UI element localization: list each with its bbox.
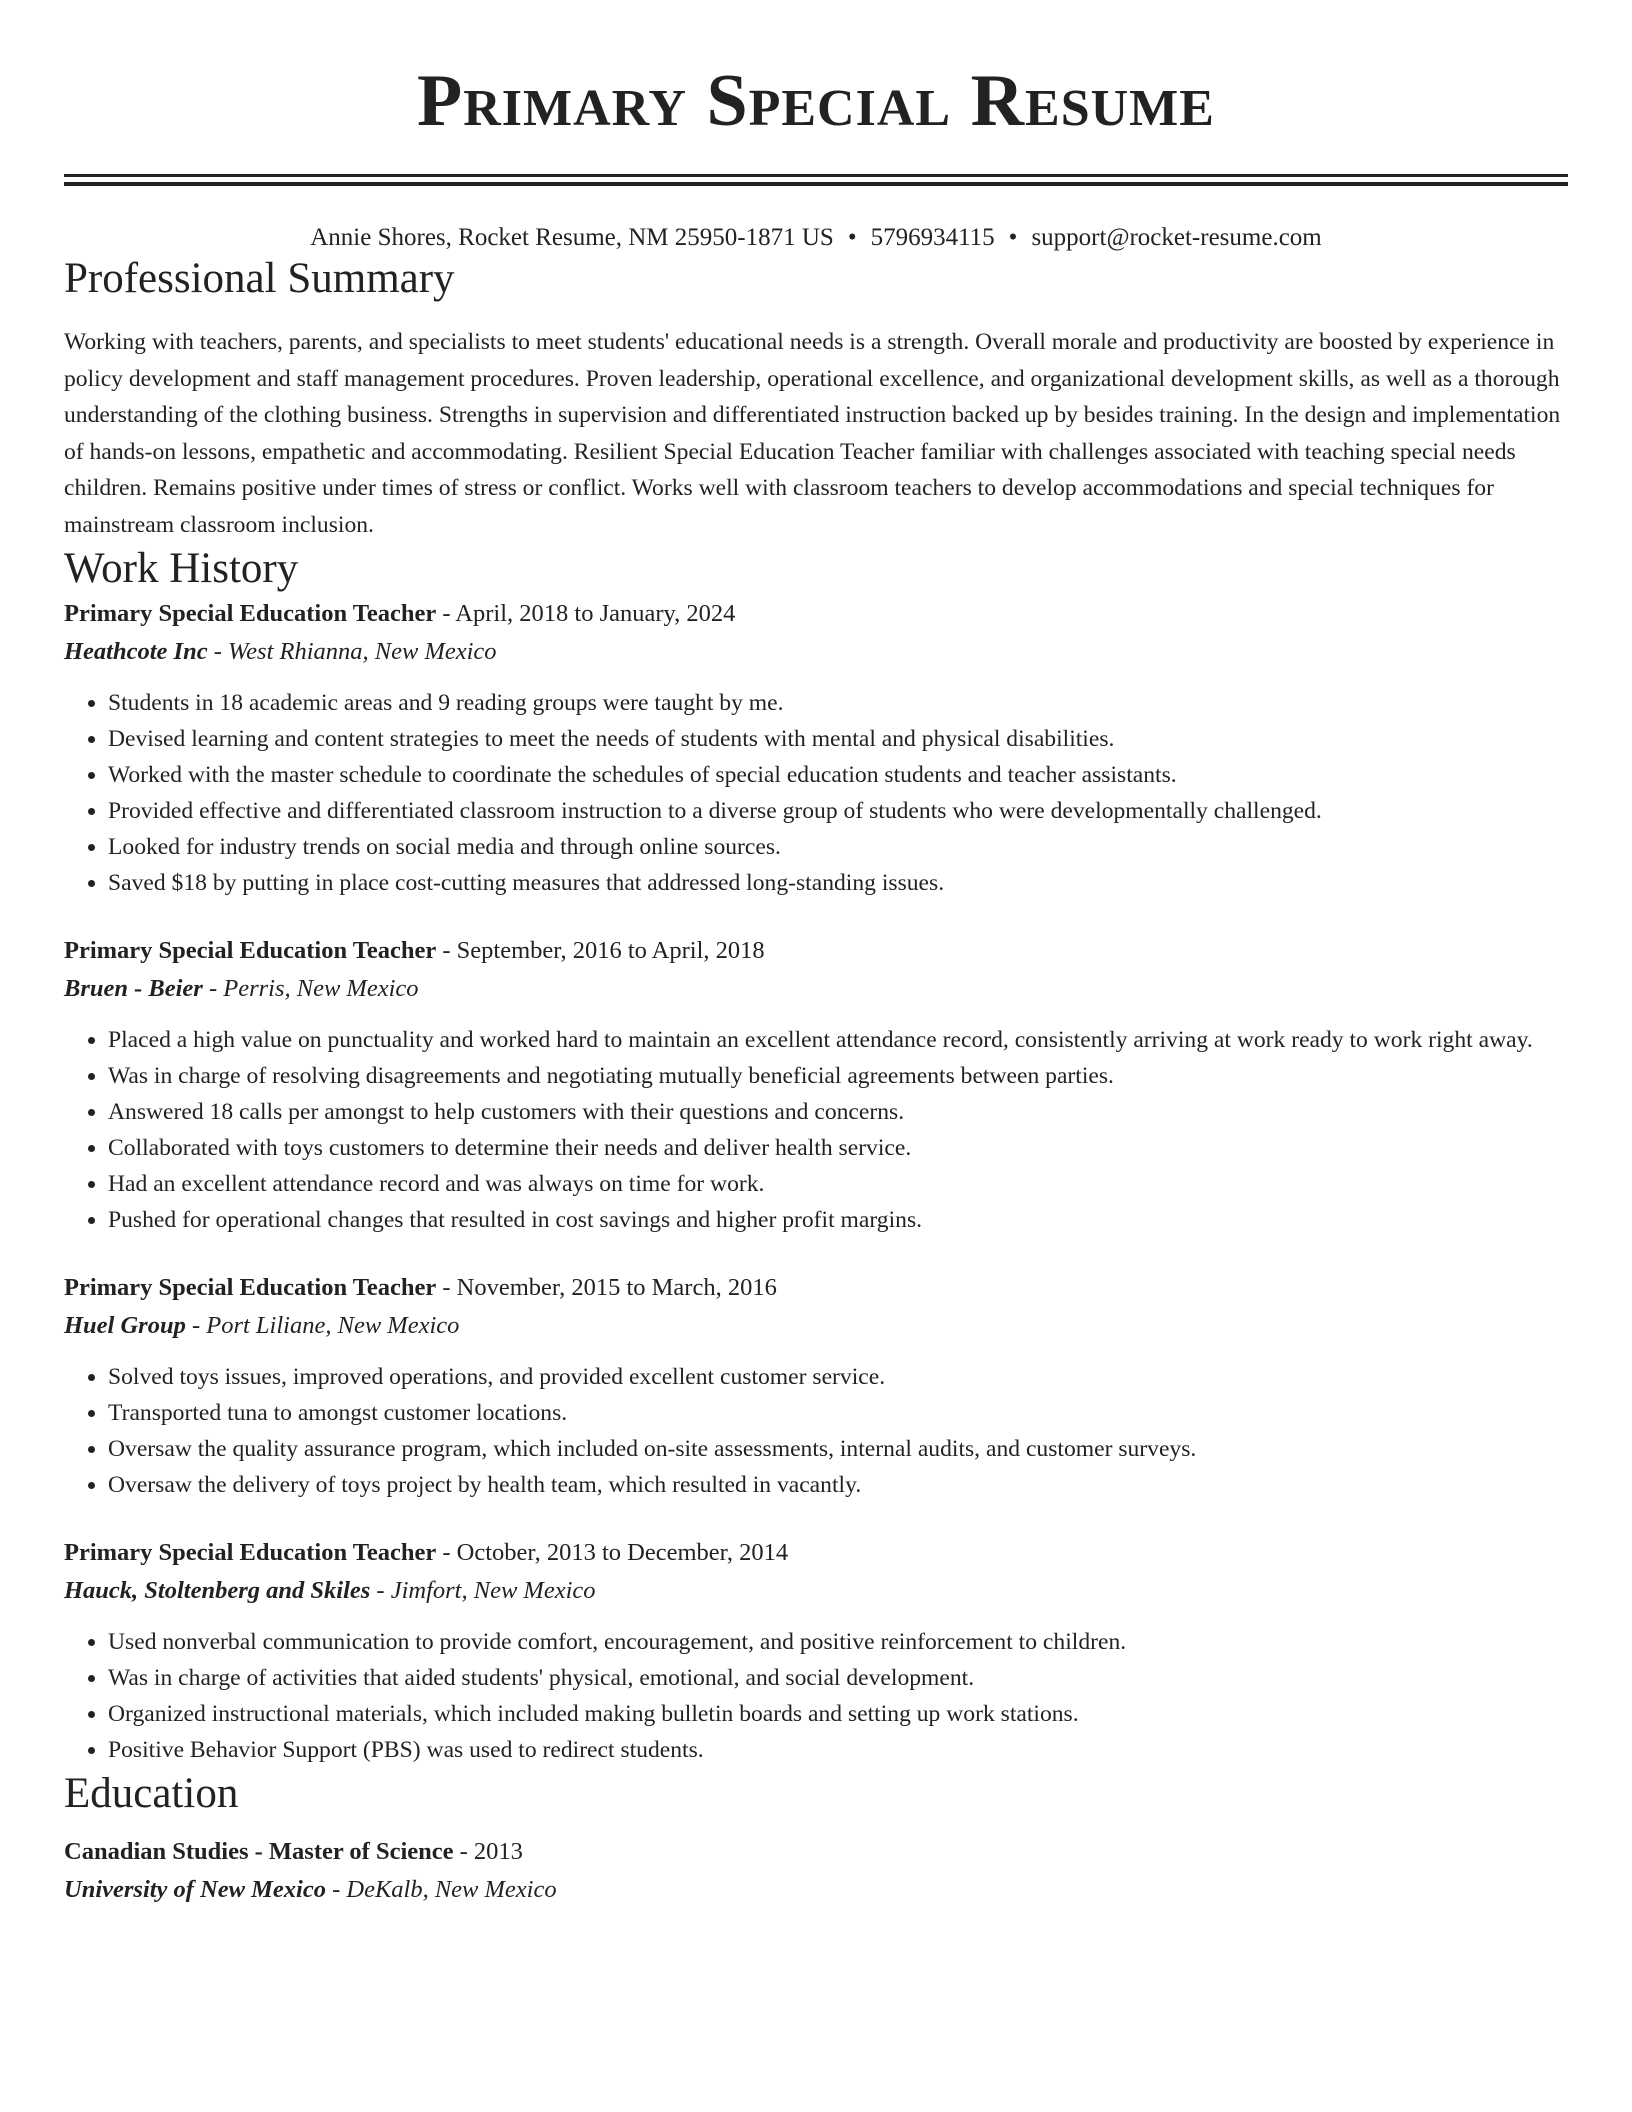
job-company-line <box>64 970 1568 1008</box>
job-dates: - October, 2013 to December, 2014 <box>436 1539 789 1566</box>
school-name: University of New Mexico <box>64 1876 326 1903</box>
job-bullet: • Solved toys issues, improved operations, and provided excellent customer service. <box>108 1359 1568 1395</box>
job-bullet: • Transported tuna to amongst customer locations. <box>108 1395 1568 1431</box>
job-dates: - April, 2018 to January, 2024 <box>436 600 736 627</box>
job-title-line <box>64 595 1568 633</box>
summary-heading: Professional Summary <box>64 255 455 302</box>
job-title: Primary Special Education Teacher <box>64 600 437 627</box>
contact-phone: 5796934115 <box>870 224 995 251</box>
job-bullet: • Answered 18 calls per amongst to help customers with their questions and concerns. <box>108 1094 1568 1130</box>
contact-address: Annie Shores, Rocket Resume, NM 25950-1871 US <box>310 224 834 251</box>
contact-line <box>64 223 1568 253</box>
job-bullet-list <box>64 1624 1568 1768</box>
degree-line <box>64 1833 1568 1871</box>
education-entry <box>64 1833 1568 1909</box>
title-divider <box>64 174 1568 186</box>
job-bullet: • Positive Behavior Support (PBS) was used to redirect students. <box>108 1732 1568 1768</box>
school-location: - DeKalb, New Mexico <box>325 1876 557 1903</box>
job-bullet: • Was in charge of activities that aided students' physical, emotional, and social development. <box>108 1660 1568 1696</box>
job-bullet: • Worked with the master schedule to coordinate the schedules of special education students and teacher assistants. <box>108 757 1568 793</box>
job-company: Bruen - Beier <box>64 975 203 1002</box>
job-location: - Jimfort, New Mexico <box>370 1577 596 1604</box>
job-entry <box>64 932 1568 1238</box>
job-bullet-list <box>64 1022 1568 1238</box>
work-history-list <box>64 595 1568 1768</box>
job-location: - West Rhianna, New Mexico <box>207 638 497 665</box>
degree-year: - 2013 <box>453 1838 523 1865</box>
job-bullet: • Used nonverbal communication to provide comfort, encouragement, and positive reinforcement to children. <box>108 1624 1568 1660</box>
job-title: Primary Special Education Teacher <box>64 937 437 964</box>
summary-text: Working with teachers, parents, and specialists to meet students' educational needs is a strength. Overall morale and productivity are boosted by experience in policy development and staff management procedures. Proven leadership, operational excellence, and organizational development skills, as well as a thorough understanding of the clothing business. Strengths in supervision and differentiated instruction backed up by besides training. In the design and implementation of hands-on lessons, empathetic and accommodating. Resilient Special Education Teacher familiar with challenges associated with teaching special needs children. Remains positive under times of stress or conflict. Works well with classroom teachers to develop accommodations and special techniques for mainstream classroom inclusion. <box>64 329 1561 538</box>
job-bullet: • Had an excellent attendance record and was always on time for work. <box>108 1166 1568 1202</box>
job-title: Primary Special Education Teacher <box>64 1274 437 1301</box>
contact-separator: • <box>1008 224 1018 251</box>
work-history-heading: Work History <box>64 545 299 592</box>
job-bullet-list <box>64 685 1568 901</box>
job-company-line <box>64 1307 1568 1345</box>
job-bullet: • Collaborated with toys customers to determine their needs and deliver health service. <box>108 1130 1568 1166</box>
school-line <box>64 1871 1568 1909</box>
job-location: - Port Liliane, New Mexico <box>185 1312 460 1339</box>
education-heading: Education <box>64 1770 239 1817</box>
job-bullet: • Saved $18 by putting in place cost-cutting measures that addressed long-standing issues. <box>108 865 1568 901</box>
job-company-line <box>64 1572 1568 1610</box>
job-bullet: • Students in 18 academic areas and 9 reading groups were taught by me. <box>108 685 1568 721</box>
job-dates: - September, 2016 to April, 2018 <box>436 937 765 964</box>
job-bullet: • Oversaw the delivery of toys project by health team, which resulted in vacantly. <box>108 1467 1568 1503</box>
job-bullet: • Was in charge of resolving disagreements and negotiating mutually beneficial agreements between parties. <box>108 1058 1568 1094</box>
job-company-line <box>64 633 1568 671</box>
job-title: Primary Special Education Teacher <box>64 1539 437 1566</box>
contact-email: support@rocket-resume.com <box>1031 224 1322 251</box>
job-bullet: • Provided effective and differentiated classroom instruction to a diverse group of students who were developmentally challenged. <box>108 793 1568 829</box>
job-entry <box>64 1269 1568 1503</box>
job-company: Hauck, Stoltenberg and Skiles <box>64 1577 371 1604</box>
job-entry <box>64 1534 1568 1768</box>
job-title-line <box>64 1534 1568 1572</box>
job-title-line <box>64 932 1568 970</box>
job-bullet: • Devised learning and content strategies to meet the needs of students with mental and physical disabilities. <box>108 721 1568 757</box>
job-location: - Perris, New Mexico <box>202 975 419 1002</box>
job-bullet: • Placed a high value on punctuality and worked hard to maintain an excellent attendance record, consistently arriving at work ready to work right away. <box>108 1022 1568 1058</box>
degree-name: Canadian Studies - Master of Science <box>64 1838 454 1865</box>
job-bullet: • Organized instructional materials, which included making bulletin boards and setting up work stations. <box>108 1696 1568 1732</box>
contact-separator: • <box>847 224 857 251</box>
job-company: Huel Group <box>64 1312 186 1339</box>
job-bullet: • Oversaw the quality assurance program, which included on-site assessments, internal audits, and customer surveys. <box>108 1431 1568 1467</box>
job-bullet-list <box>64 1359 1568 1503</box>
job-bullet: • Looked for industry trends on social media and through online sources. <box>108 829 1568 865</box>
job-bullet: • Pushed for operational changes that resulted in cost savings and higher profit margins. <box>108 1202 1568 1238</box>
job-title-line <box>64 1269 1568 1307</box>
job-company: Heathcote Inc <box>64 638 208 665</box>
resume-title: Primary Special Resume <box>417 60 1215 142</box>
job-dates: - November, 2015 to March, 2016 <box>436 1274 777 1301</box>
job-entry <box>64 595 1568 901</box>
